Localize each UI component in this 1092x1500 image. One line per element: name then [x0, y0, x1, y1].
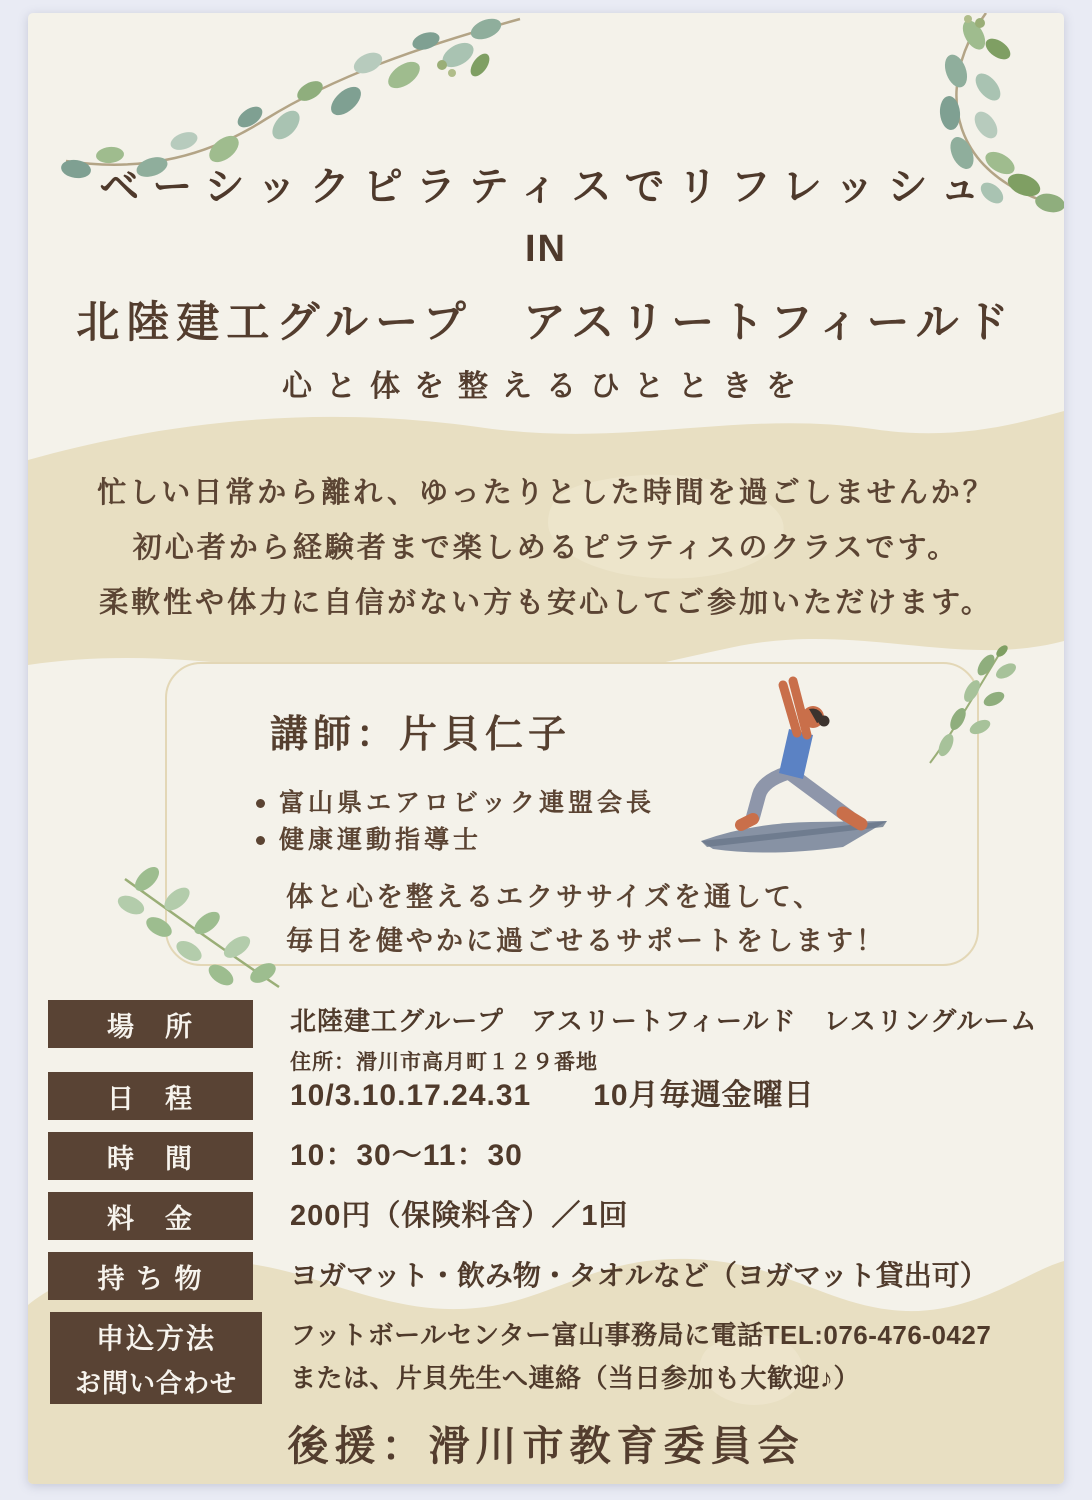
value-time: 10：30～11：30	[290, 1139, 523, 1172]
label-place: 場 所	[48, 1000, 253, 1048]
leaf-branch-card-icon	[916, 643, 1021, 768]
label-items: 持 ち 物	[48, 1252, 253, 1300]
flyer-page	[28, 13, 1064, 1484]
bullet-dot-icon	[256, 836, 265, 845]
value-schedule: 10/3.10.17.24.31 10月毎週金曜日	[290, 1079, 815, 1112]
credential-item	[256, 785, 655, 822]
label-contact: お問い合わせ	[74, 1367, 237, 1398]
credential-1: 富山県エアロビック連盟会長	[279, 789, 656, 817]
title-in: IN	[525, 228, 567, 270]
message-line-1: 体と心を整えるエクササイズを通して、	[286, 882, 824, 912]
value-fee: 200円（保険料含）／1回	[290, 1200, 629, 1232]
instructor-name: 講師：片貝仁子	[270, 714, 572, 756]
value-place	[290, 1001, 1037, 1076]
label-apply-contact	[50, 1312, 262, 1404]
value-apply-contact	[290, 1314, 991, 1400]
label-time: 時 間	[48, 1132, 253, 1180]
credential-item	[256, 822, 655, 859]
intro-line-3: 柔軟性や体力に自信がない方も安心してご参加いただけます。	[99, 587, 993, 619]
intro-paragraph	[28, 466, 1064, 631]
bullet-dot-icon	[256, 799, 265, 808]
label-fee: 料 金	[48, 1192, 253, 1240]
yoga-pose-illustration-icon	[691, 671, 901, 871]
subtitle: 心と体を整えるひとときを	[282, 370, 810, 403]
instructor-message	[286, 875, 886, 963]
intro-line-2: 初心者から経験者まで楽しめるピラティスのクラスです。	[132, 532, 960, 564]
place-name: 北陸建工グループ アスリートフィールド レスリングルーム	[290, 1006, 1038, 1036]
apply-alt: または、片貝先生へ連絡（当日参加も大歓迎♪）	[290, 1363, 861, 1393]
venue-title: 北陸建工グループ アスリートフィールド	[76, 299, 1016, 347]
instructor-credentials	[256, 785, 655, 859]
label-schedule: 日 程	[48, 1072, 253, 1120]
credential-2: 健康運動指導士	[279, 826, 483, 854]
place-address: 住所：滑川市高月町１２９番地	[290, 1051, 598, 1074]
apply-phone: フットボールセンター富山事務局に電話TEL:076-476-0427	[290, 1320, 992, 1350]
leaf-branch-bottom-left-icon	[113, 865, 288, 1000]
message-line-2: 毎日を健やかに過ごせるサポートをします！	[286, 926, 886, 956]
main-title: ベーシックピラティスでリフレッシュ	[99, 165, 993, 209]
sponsor-text: 後援：滑川市教育委員会	[287, 1423, 805, 1469]
label-apply: 申込方法	[95, 1322, 216, 1354]
value-items: ヨガマット・飲み物・タオルなど（ヨガマット貸出可）	[290, 1260, 988, 1291]
intro-line-1: 忙しい日常から離れ、ゆったりとした時間を過ごしませんか？	[97, 477, 995, 509]
